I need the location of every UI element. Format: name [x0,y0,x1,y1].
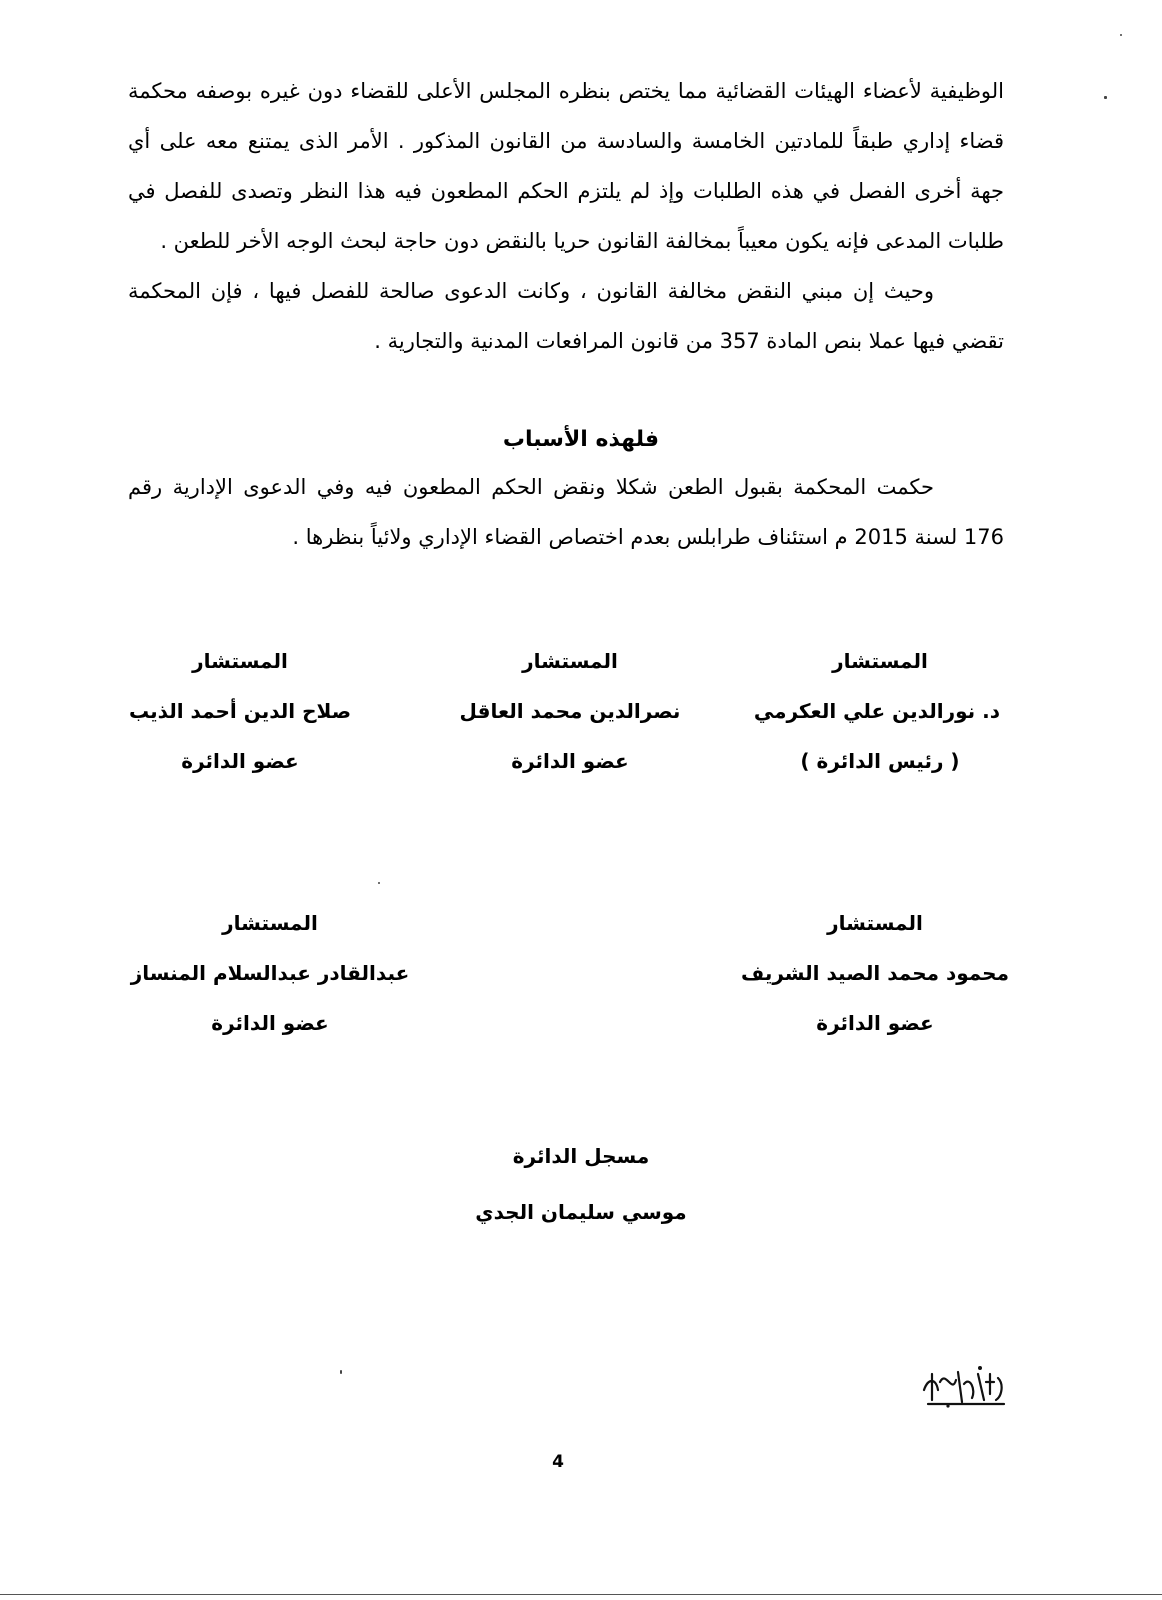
signature-name: محمود محمد الصيد الشريف [741,961,1009,985]
scan-speck [340,1370,342,1374]
signature-name: عبدالقادر عبدالسلام المنساز [130,961,410,985]
signature-role: عضو الدائرة [511,749,629,773]
signature-title: المستشار [832,649,928,673]
signature-member-bottom-left [130,898,410,1048]
registrar-title: مسجل الدائرة [512,1144,650,1168]
bottom-rule [0,1594,1162,1595]
signature-name: نصرالدين محمد العاقل [459,699,681,723]
scan-speck [1104,96,1107,99]
ruling-paragraph: حكمت المحكمة بقبول الطعن شكلا ونقض الحكم المطعون فيه وفي الدعوى الإدارية رقم 176 لسنة 2015 م استئناف طرابلس بعدم اختصاص القضاء الإداري ولائياً بنظرها . [128,475,1004,549]
signature-member-bottom-right [740,898,1010,1048]
signature-role: عضو الدائرة [181,749,299,773]
signature-title: المستشار [222,911,318,935]
signature-member-center [450,636,690,786]
judgment-body [128,66,1004,366]
signature-title: المستشار [827,911,923,935]
signature-role: ( رئيس الدائرة ) [800,749,960,773]
merits-paragraph: وحيث إن مبني النقض مخالفة القانون ، وكانت الدعوى صالحة للفصل فيها ، فإن المحكمة تقضي فيها عملا بنص المادة 357 من قانون المرافعات المدنية والتجارية . [128,279,1004,353]
signature-title: المستشار [522,649,618,673]
signature-role: عضو الدائرة [816,1011,934,1035]
section-heading: فلهذه الأسباب [502,427,660,452]
signature-member-left [120,636,360,786]
signature-role: عضو الدائرة [211,1011,329,1035]
ruling-block [128,462,1004,562]
page-number: 4 [552,1452,564,1472]
registrar-block [381,1136,781,1248]
registrar-name: موسي سليمان الجدي [475,1200,687,1224]
signature-name: د. نورالدين علي العكرمي [753,699,1000,723]
scan-speck [378,882,380,884]
initials-stamp-icon [918,1360,1010,1412]
signature-name: صلاح الدين أحمد الذيب [128,699,352,723]
reasoning-paragraph: الوظيفية لأعضاء الهيئات القضائية مما يختص بنظره المجلس الأعلى للقضاء دون غيره بوصفه محكمة قضاء إداري طبقاً للمادتين الخامسة والسادسة من القانون المذكور . الأمر الذى يمتنع معه على أي جهة أخرى الفصل في هذه الطلبات وإذ لم يلتزم الحكم المطعون فيه هذا النظر وتصدى للفصل في طلبات المدعى فإنه يكون معيباً بمخالفة القانون حريا بالنقض دون حاجة لبحث الوجه الأخر للطعن . [128,79,1004,253]
scan-speck [1120,34,1122,36]
signature-title: المستشار [192,649,288,673]
signature-presiding [753,636,1000,786]
